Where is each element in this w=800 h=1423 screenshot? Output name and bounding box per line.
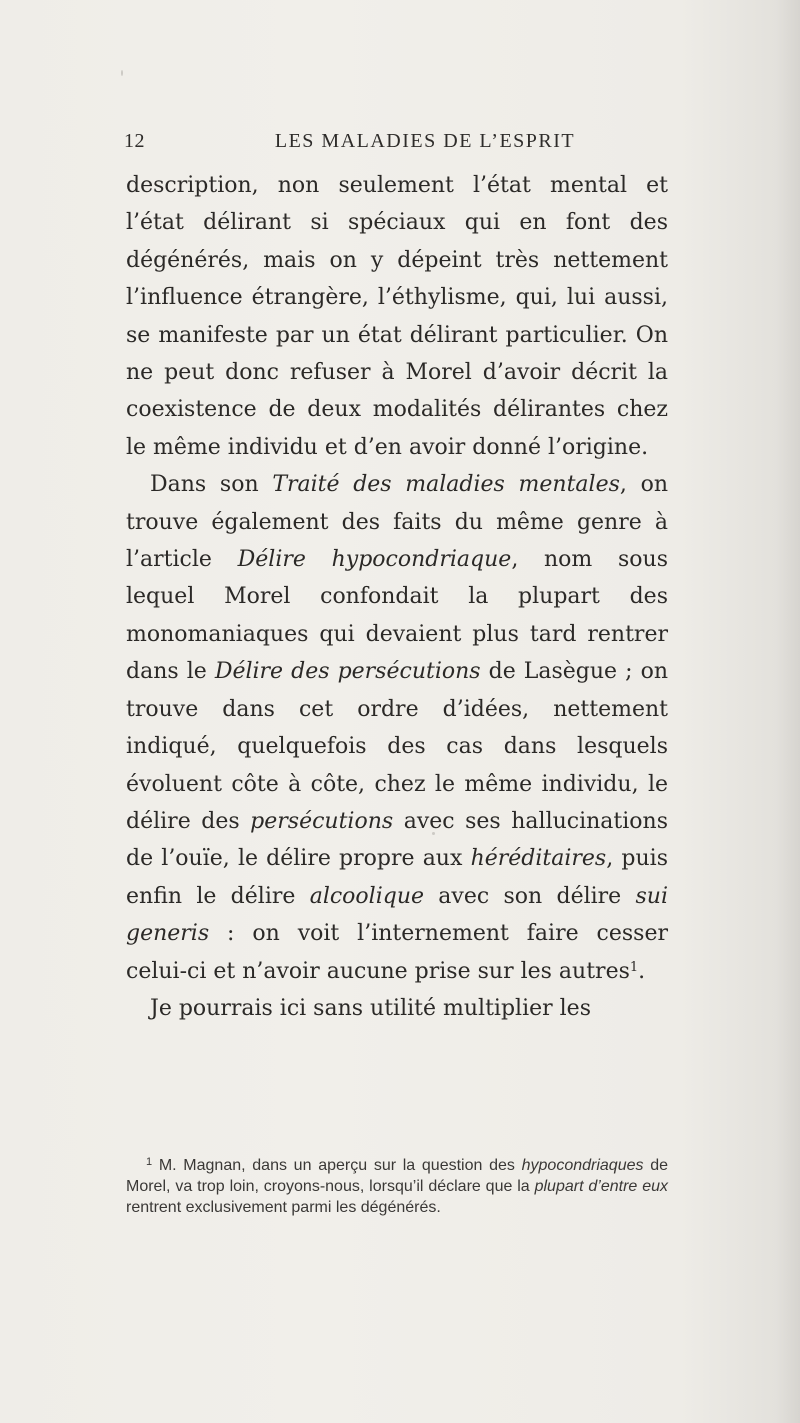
term-persecutions: persécutions [250,808,394,834]
footnote-text-2: de Morel, va trop loin, croyons-nous, lorsqu’il déclare que la [126,1157,669,1195]
paragraph-1 [126,167,668,466]
footnote-text-3: rentrent exclusivement parmi les dégénérés. [126,1199,441,1216]
footnote-term-plupart: plupart d’entre eux [534,1178,669,1195]
paragraph-2-text-7: avec son délire [424,883,636,909]
page-header [0,130,800,160]
title-delire-hypocondriaque: Délire hypocondriaque [237,547,512,573]
paragraph-1-text: description, non seulement l’état mental et l’état délirant si spéciaux qui en font des dégénérés, mais on y dépeint très nettement l’influence étrangère, l’éthylisme, qui, lui aussi, se manifeste par un état délirant particulier. On ne peut donc refuser à Morel d’avoir décrit la coexistence de deux modalités délirantes chez le même individu et d’en avoir donné l’origine. [126,173,668,460]
footnote-term-hypocondriaques: hypocondriaques [521,1157,644,1174]
page-number: 12 [124,130,145,152]
paragraph-2-text-1: Dans son [150,472,273,498]
paragraph-3 [126,990,668,1027]
footnote-text-1: M. Magnan, dans un aperçu sur la question des [152,1157,522,1174]
paper-speck [121,70,123,76]
paragraph-2-text-2: , on trouve également des faits du même genre à l’article [126,472,669,573]
term-hereditaires: héréditaires [470,846,607,872]
footnote-paragraph [126,1155,668,1218]
paragraph-2-text-4: de Lasègue ; on trouve dans cet ordre d’idées, nettement indiqué, quelquefois des cas dans lesquels évoluent côte à côte, chez le même individu, le délire des [126,659,668,834]
footnote [126,1155,668,1218]
paper-speck [432,832,435,835]
paragraph-3-text: Je pourrais ici sans utilité multiplier les [150,995,591,1021]
term-sui-generis: sui generis [126,883,669,947]
paragraph-2 [126,466,668,990]
footnote-mark: 1 [146,1156,153,1168]
title-delire-des-persecutions: Délire des persécutions [214,659,481,685]
running-title: LES MALADIES DE L’ESPRIT [274,130,576,152]
paragraph-2-text-5: avec ses hallucinations de l’ouïe, le délire propre aux [126,808,668,872]
paragraph-2-text-6: , puis enfin le délire [126,846,668,909]
paragraph-2-text-3: , nom sous lequel Morel confondait la plupart des monomaniaques qui devaient plus tard rentrer dans le [126,547,668,685]
title-traite-des-maladies-mentales: Traité des maladies mentales [272,472,620,498]
paragraph-2-text-8: : on voit l’internement faire cesser celui-ci et n’avoir aucune prise sur les autres [126,921,668,984]
paragraph-2-text-9: . [638,958,646,984]
term-alcoolique: alcoolique [309,883,425,909]
footnote-reference[interactable]: 1 [629,959,639,975]
main-text [126,167,668,1027]
